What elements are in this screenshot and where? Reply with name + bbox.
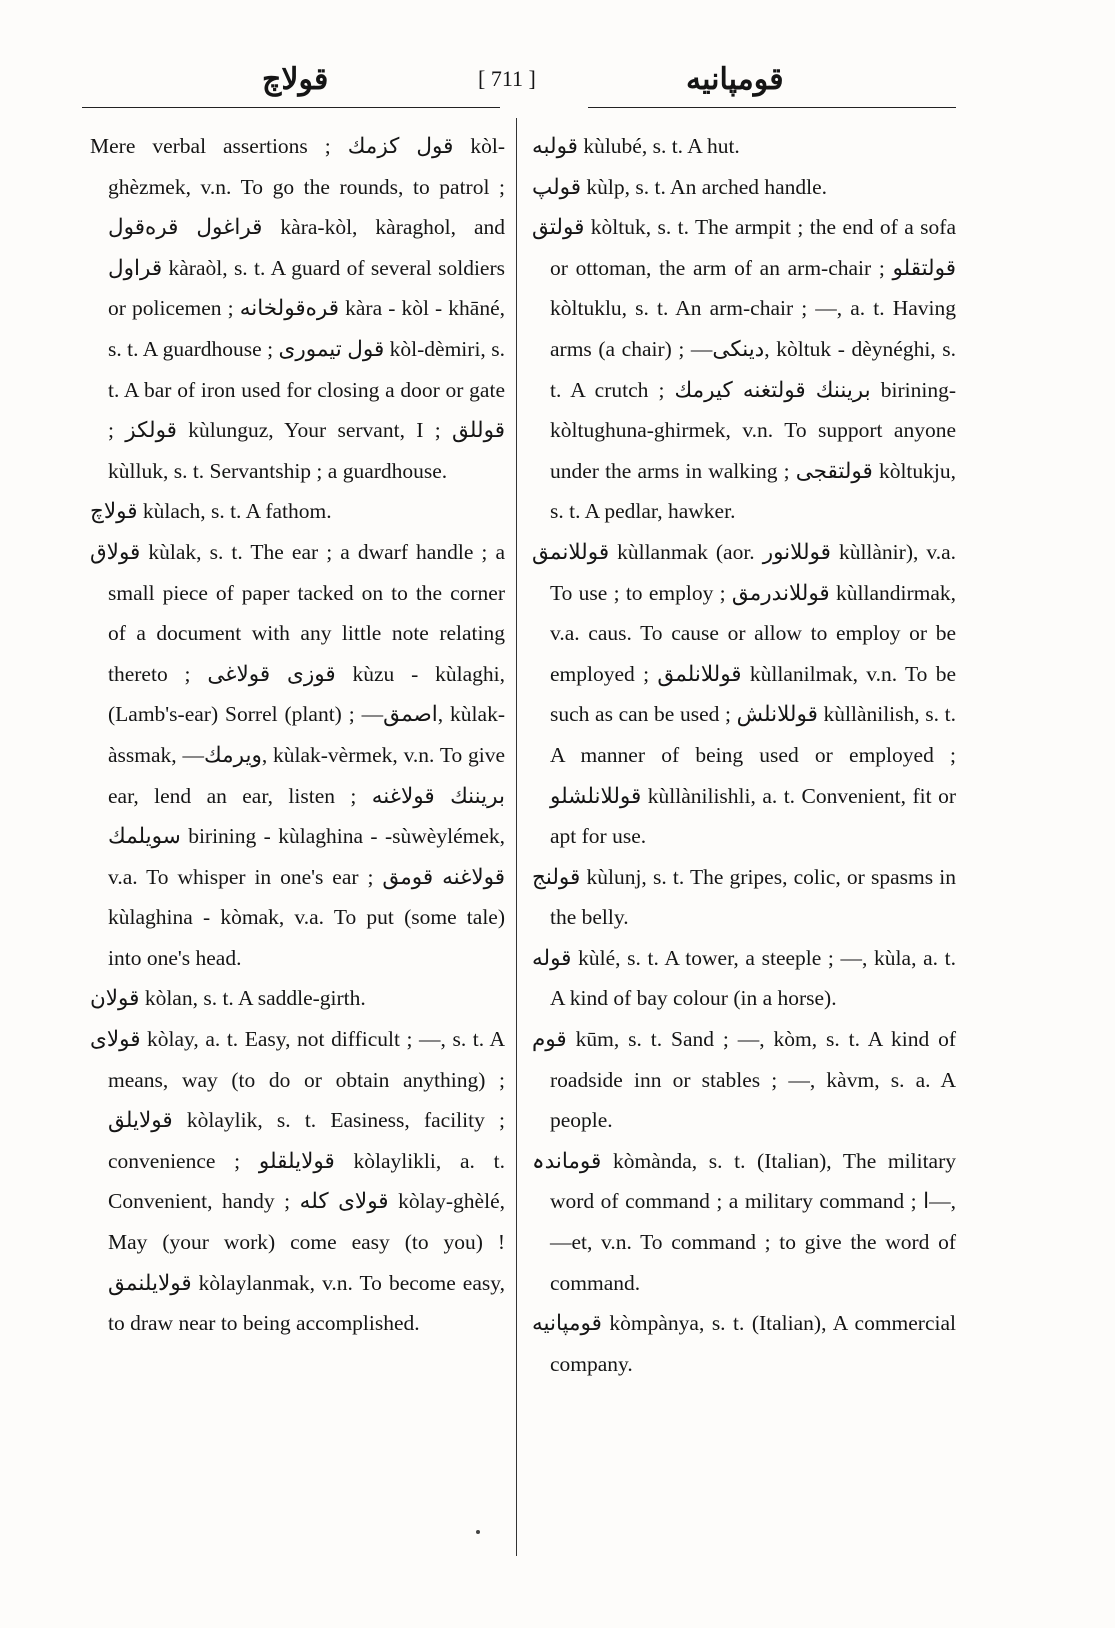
entry-komanda: قوماندہ kòmànda, s. t. (Italian), The military word of command ; a military command ; ا—, —et, v.n. To command ; to give the word of command. bbox=[532, 1148, 956, 1295]
entry-kulp: قولپ kùlp, s. t. An arched handle. bbox=[532, 174, 828, 199]
right-column bbox=[532, 126, 956, 1384]
entry-kulube: قولبه kùlubé, s. t. A hut. bbox=[532, 134, 740, 158]
entry-kolay: قولای kòlay, a. t. Easy, not difficult ; —, s. t. A means, way (to do or obtain anything) ; قولایلق kòlaylik, s. t. Easiness, facility ; convenience ; قولایلقلو kòlaylikli, a. t. Convenient, handy ; قولای کله kòlay-ghèlé, May (your work) come easy (to you) ! قولایلنمق kòlaylanmak, v.n. To become easy, to draw near to being accomplished. bbox=[90, 1027, 505, 1336]
entry-kulak: قولاق kùlak, s. t. The ear ; a dwarf handle ; a small piece of paper tacked on to the corner of a document with any little note relating thereto ; قوزی قولاغی kùzu - kùlaghi, (Lamb's-ear) Sorrel (plant) ; —اصمق, kùlak-àssmak, —ویرمك, kùlak-vèrmek, v.n. To give ear, lend an ear, listen ; بریننك قولاغنه سویلمك birining - kùlaghina - -sùwèylémek, v.a. To whisper in one's ear ; قولاغنه قومق kùlaghina - kòmak, v.a. To put (some tale) into one's head. bbox=[90, 539, 506, 970]
left-column bbox=[90, 126, 505, 1344]
right-catchword: قومپانیه bbox=[686, 63, 784, 96]
entry-kullanmak: قوللانمق kùllanmak (aor. قوللانور kùllànir), v.a. To use ; to employ ; قوللاندرمق kùllandirmak, v.a. caus. To cause or allow to employ or be employed ; قوللانلمق kùllanilmak, v.n. To be such as can be used ; قوللانلش kùllànilish, s. t. A manner of being used or employed ; قوللانلشلو kùllànilishli, a. t. Convenient, fit or apt for use. bbox=[532, 539, 957, 849]
entry-kolan: قولان kòlan, s. t. A saddle-girth. bbox=[90, 986, 366, 1011]
entry-kol-continued: Mere verbal assertions ; قول کزمك kòl-ghèzmek, v.n. To go the rounds, to patrol ; قراغول قره‌قول kàra-kòl, kàraghol, and قراول kàraòl, s. t. A guard of several soldiers or policemen ; قره‌قولخانه kàra - kòl - khāné, s. t. A guardhouse ; قول تیموری kòl-dèmiri, s. t. A bar of iron used for closing a door or gate ; قولکز kùlunguz, Your servant, I ; قوللق kùlluk, s. t. Servantship ; a guardhouse. bbox=[90, 134, 506, 483]
column-divider bbox=[516, 118, 517, 1556]
entry-kompanya: قومپانیه kòmpànya, s. t. (Italian), A commercial company. bbox=[532, 1311, 956, 1376]
page-header bbox=[0, 62, 1115, 112]
entry-kulunj: قولنج kùlunj, s. t. The gripes, colic, or spasms in the belly. bbox=[532, 864, 956, 930]
header-rule-right bbox=[588, 107, 956, 108]
entry-kule: قوله kùlé, s. t. A tower, a steeple ; —, kùla, a. t. A kind of bay colour (in a horse). bbox=[532, 945, 956, 1011]
entry-koltuk: قولتق kòltuk, s. t. The armpit ; the end of a sofa or ottoman, the arm of an arm-chair ; قولتقلو kòltuklu, s. t. An arm-chair ; —, a. t. Having arms (a chair) ; —دینکی, kòltuk - dèynéghi, s. t. A crutch ; بریننك قولتغنه کیرمك birining-kòltughuna-ghirmek, v.n. To support anyone under the arms in walking ; قولتقجی kòltukju, s. t. A pedlar, hawker. bbox=[532, 215, 956, 524]
header-rule-left bbox=[82, 107, 500, 108]
entry-kum: قوم kūm, s. t. Sand ; —, kòm, s. t. A kind of roadside inn or stables ; —, kàvm, s. a. A people. bbox=[532, 1027, 956, 1133]
ink-speck bbox=[476, 1530, 480, 1534]
entry-kulach: قولاچ kùlach, s. t. A fathom. bbox=[90, 499, 332, 524]
page-number: [ 711 ] bbox=[478, 66, 536, 91]
left-catchword: قولاچ bbox=[262, 63, 329, 96]
